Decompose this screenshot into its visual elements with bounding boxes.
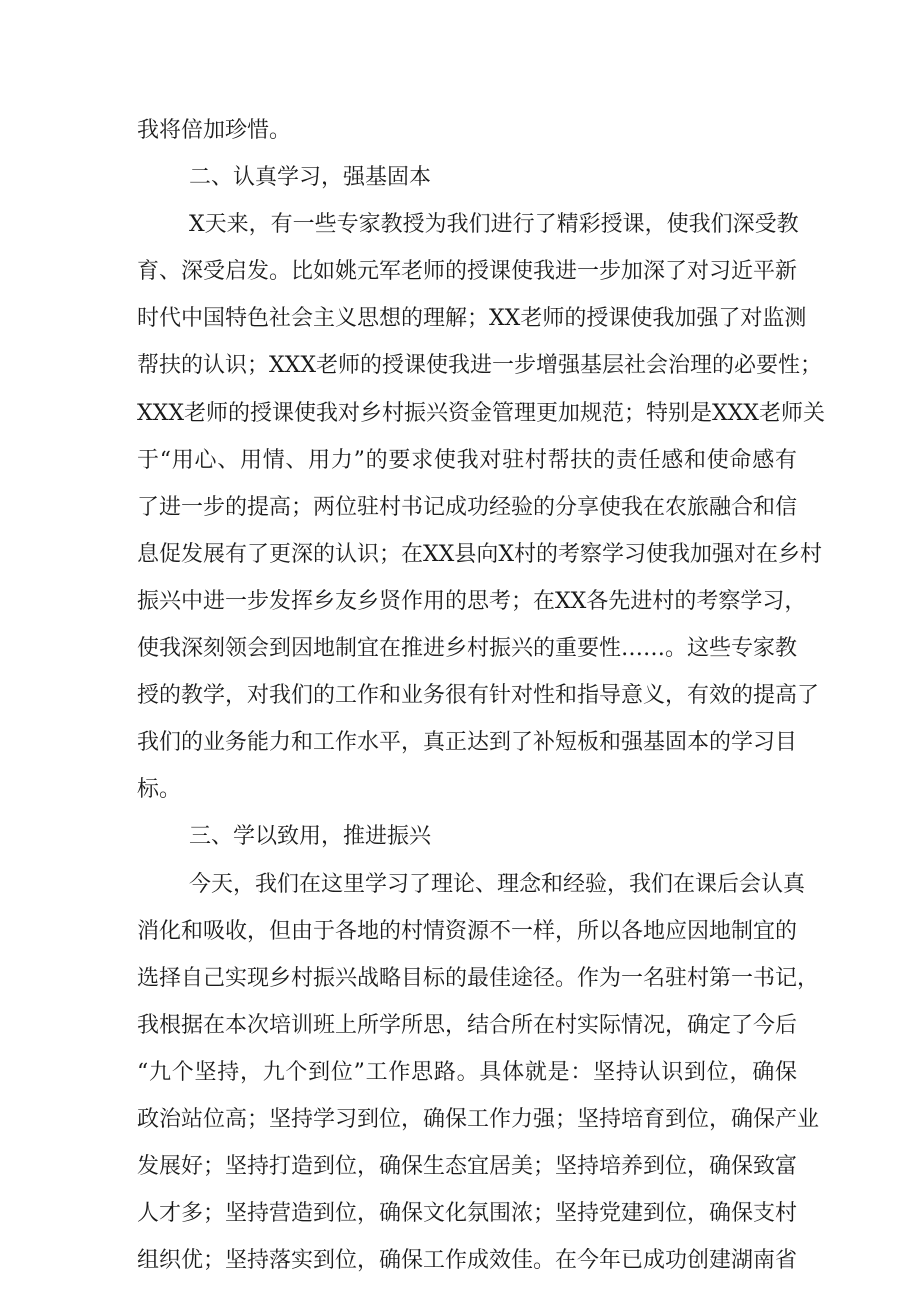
- paragraph-line: X天来，有一些专家教授为我们进行了精彩授课，使我们深受教: [189, 212, 799, 238]
- paragraph-line: 标。: [137, 777, 182, 803]
- paragraph-line: 息促发展有了更深的认识；在XX县向X村的考察学习使我加强对在乡村: [137, 541, 822, 567]
- paragraph-line: “九个坚持，九个到位”工作思路。具体就是：坚持认识到位，确保: [137, 1059, 797, 1085]
- paragraph-line: 了进一步的提高；两位驻村书记成功经验的分享使我在农旅融合和信: [137, 494, 798, 520]
- paragraph-line: 授的教学，对我们的工作和业务很有针对性和指导意义，有效的提高了: [137, 683, 820, 709]
- paragraph-line: 我们的业务能力和工作水平，真正达到了补短板和强基固本的学习目: [137, 730, 798, 756]
- section-heading-3: 三、学以致用，推进振兴: [189, 824, 432, 850]
- paragraph-line: 时代中国特色社会主义思想的理解；XX老师的授课使我加强了对监测: [137, 306, 807, 332]
- paragraph-line: 帮扶的认识；XXX老师的授课使我进一步增强基层社会治理的必要性；: [137, 353, 822, 379]
- paragraph-line: 育、深受启发。比如姚元军老师的授课使我进一步加深了对习近平新: [137, 259, 798, 285]
- paragraph-line: 消化和吸收，但由于各地的村情资源不一样，所以各地应因地制宜的: [137, 918, 798, 944]
- paragraph-line: 使我深刻领会到因地制宜在推进乡村振兴的重要性……。这些专家教: [137, 636, 798, 662]
- paragraph-line: 振兴中进一步发挥乡友乡贤作用的思考；在XX各先进村的考察学习，: [137, 588, 807, 614]
- paragraph-line: 发展好；坚持打造到位，确保生态宜居美；坚持培养到位，确保致富: [137, 1154, 798, 1180]
- paragraph-line: 于“用心、用情、用力”的要求使我对驻村帮扶的责任感和使命感有: [137, 447, 797, 473]
- paragraph-continuation: 我将倍加珍惜。: [137, 118, 292, 143]
- section-3-paragraph: [137, 861, 820, 1285]
- paragraph-line: 选择自己实现乡村振兴战略目标的最佳途径。作为一名驻村第一书记，: [137, 965, 820, 991]
- section-heading-2: 二、认真学习，强基固本: [189, 165, 432, 191]
- paragraph-line: 政治站位高；坚持学习到位，确保工作力强；坚持培育到位，确保产业: [137, 1106, 820, 1132]
- paragraph-line: XXX老师的授课使我对乡村振兴资金管理更加规范；特别是XXX老师关: [137, 400, 825, 426]
- paragraph-line: 人才多；坚持营造到位，确保文化氛围浓；坚持党建到位，确保支村: [137, 1201, 798, 1227]
- document-body: [137, 107, 825, 1284]
- paragraph-line: 我根据在本次培训班上所学所思，结合所在村实际情况，确定了今后: [137, 1012, 798, 1038]
- paragraph-line: 组织优；坚持落实到位，确保工作成效佳。在今年已成功创建湖南省: [137, 1248, 798, 1274]
- paragraph-line: 今天，我们在这里学习了理论、理念和经验，我们在课后会认真: [189, 871, 806, 897]
- section-2-paragraph: [137, 201, 825, 813]
